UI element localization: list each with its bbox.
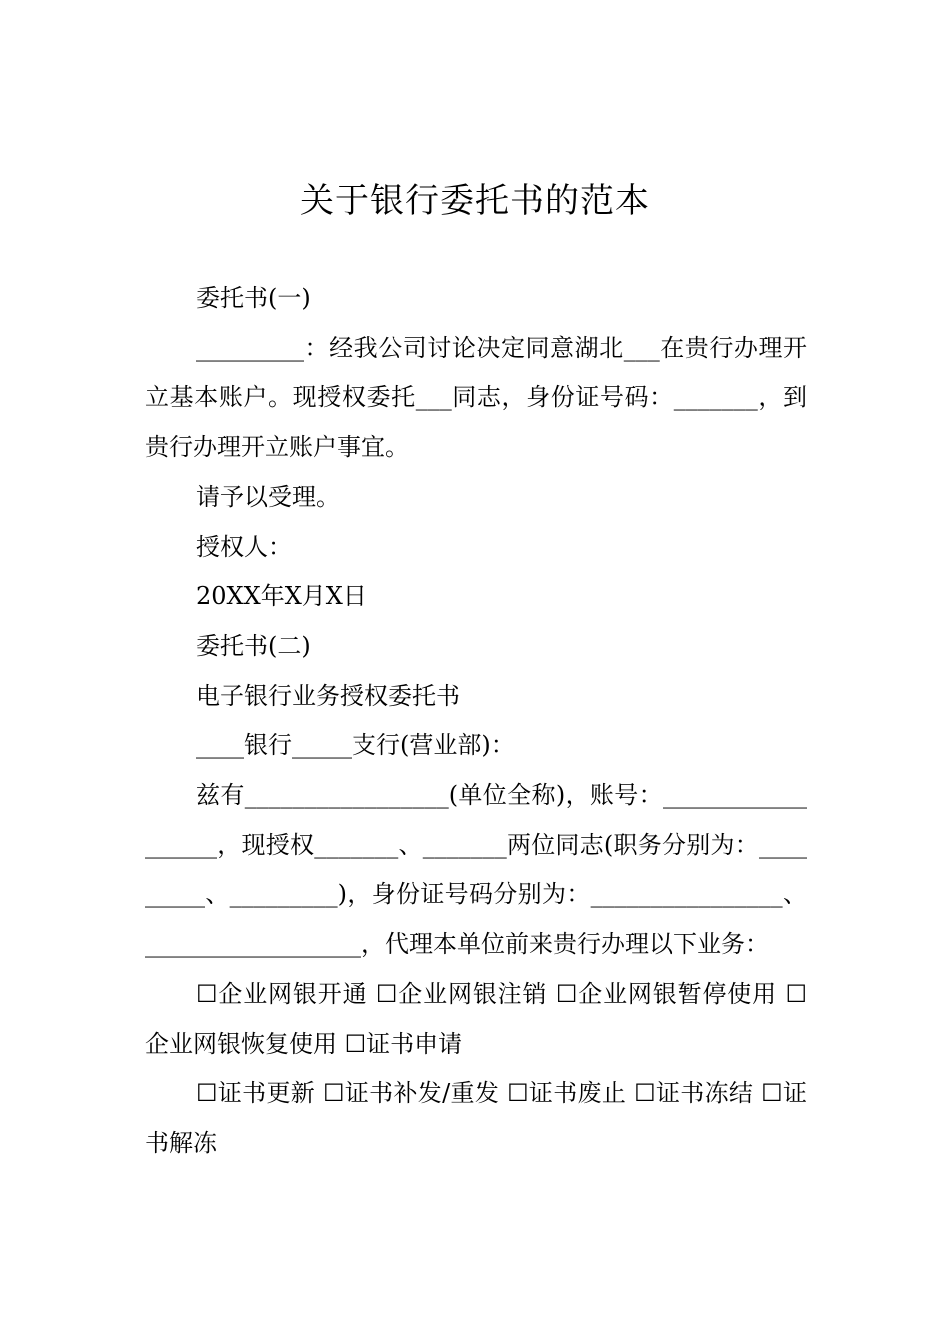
paragraph-authorization-1: _________：经我公司讨论决定同意湖北___在贵行办理开立基本账户。现授权委托___同志，身份证号码：_______，到贵行办理开立账户事宜。: [145, 333, 807, 462]
document-title: 关于银行委托书的范本: [300, 181, 650, 221]
paragraph-date: 20XX年X月X日: [196, 582, 367, 611]
paragraph-authorizer: 授权人：: [196, 532, 292, 561]
section-heading-1: 委托书(一): [196, 284, 311, 312]
paragraph-services-2: ☐证书更新 ☐证书补发/重发 ☐证书废止 ☐证书冻结 ☐证书解冻: [145, 1079, 807, 1157]
document-body: [145, 274, 807, 1169]
paragraph-request: 请予以受理。: [196, 482, 340, 511]
section-heading-2: 委托书(二): [196, 631, 311, 660]
paragraph-addressee: ____银行_____支行(营业部)：: [196, 731, 515, 760]
paragraph-services-1: ☐企业网银开通 ☐企业网银注销 ☐企业网银暂停使用 ☐企业网银恢复使用 ☐证书申请: [145, 979, 807, 1058]
subheading-ebank: 电子银行业务授权委托书: [196, 681, 460, 710]
paragraph-authorization-2: 兹有_________________(单位全称)，账号：__________________，现授权_______、_______两位同志(职务分别为：_________、_________)，身份证号码分别为：________________、__________________，代理本单位前来贵行办理以下业务：: [145, 781, 807, 959]
